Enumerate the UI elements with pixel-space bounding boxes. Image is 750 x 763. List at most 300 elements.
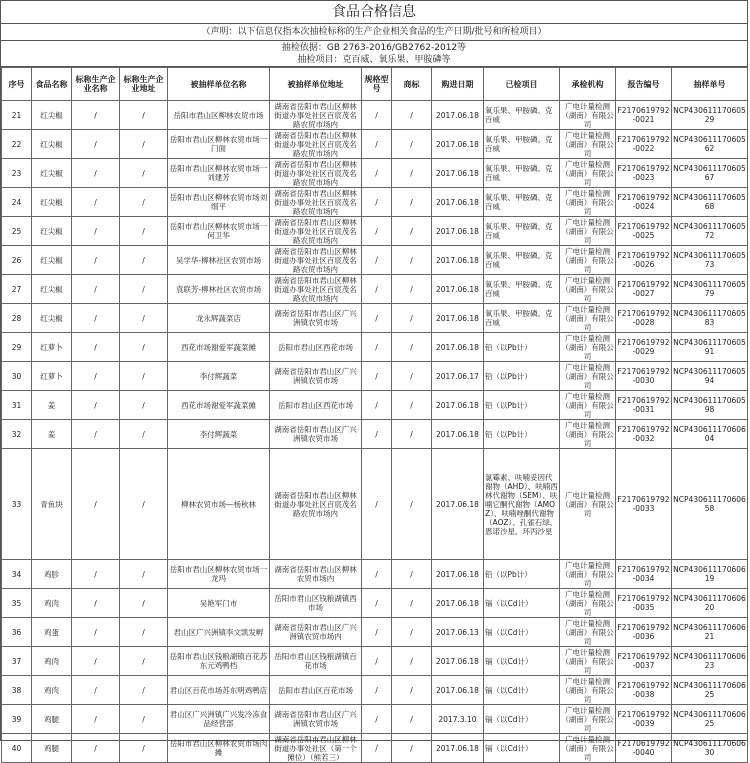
cell-sample: NCP43061117060623 (672, 647, 748, 676)
cell-addr: / (120, 391, 168, 420)
cell-sample: NCP43061117060572 (672, 217, 748, 246)
column-header: 购进日期 (432, 68, 484, 101)
cell-sample: NCP43061117060562 (672, 130, 748, 159)
cell-date: 2017.06.18 (432, 159, 484, 188)
table-row (2, 705, 748, 734)
cell-items: 铅（以Pb计） (484, 362, 560, 391)
cell-items: 镉（以Cd计） (484, 647, 560, 676)
cell-addr: / (120, 130, 168, 159)
cell-date: 2017.06.18 (432, 589, 484, 618)
cell-date: 2017.06.18 (432, 188, 484, 217)
cell-mfr: / (72, 676, 120, 705)
cell-items: 氧乐果、甲胺磷、克百威 (484, 304, 560, 333)
cell-spec: / (362, 130, 392, 159)
cell-no: 39 (2, 705, 32, 734)
column-header: 标称生产企业地址 (120, 68, 168, 101)
cell-lab: 广电计量检测（湖南）有限公司 (561, 560, 614, 588)
cell-addr: / (120, 333, 168, 362)
table-row (2, 589, 748, 618)
cell-spec: / (362, 705, 392, 734)
cell-addr: / (120, 676, 168, 705)
cell-brand: / (392, 362, 432, 391)
cell-brand: / (392, 705, 432, 734)
cell-spec: / (362, 333, 392, 362)
cell-items: 铅（以Pb计） (484, 391, 560, 420)
table-row (2, 130, 748, 159)
cell-no: 24 (2, 188, 32, 217)
cell-unit: 柳林农贸市场—杨秋林 (168, 449, 270, 560)
cell-no: 21 (2, 101, 32, 130)
header-row (2, 68, 748, 101)
cell-food: 鸡胗 (32, 560, 72, 589)
cell-food: 红萝卜 (32, 362, 72, 391)
cell-no: 35 (2, 589, 32, 618)
cell-mfr: / (72, 217, 120, 246)
cell-items: 铅（以Pb计） (484, 333, 560, 362)
cell-food: 红尖椒 (32, 101, 72, 130)
cell-brand: / (392, 130, 432, 159)
cell-addr: / (120, 589, 168, 618)
cell-spec: / (362, 246, 392, 275)
cell-unit-addr: 湖南省岳阳市君山区柳林街道办事处社区（第一个摊位）（熊若三） (270, 734, 362, 763)
cell-no: 36 (2, 618, 32, 647)
cell-report: F2170619792-0032 (616, 420, 672, 449)
cell-items: 氧乐果、甲胺磷、克百威 (484, 130, 560, 159)
cell-mfr: / (72, 101, 120, 130)
cell-lab: 广电计量检测（湖南）有限公司 (561, 618, 614, 646)
cell-food: 红萝卜 (32, 333, 72, 362)
cell-addr: / (120, 362, 168, 391)
declaration-note: （声明：以下信息仅指本次抽检标称的生产企业相关食品的生产日期/批号和所检项目） (1, 24, 747, 41)
cell-no: 22 (2, 130, 32, 159)
table-row (2, 618, 748, 647)
cell-no: 34 (2, 560, 32, 589)
cell-unit: 岳阳市君山区柳林农贸市场一龙玛 (168, 560, 270, 589)
cell-brand: / (392, 188, 432, 217)
cell-addr: / (120, 705, 168, 734)
table-row (2, 188, 748, 217)
cell-unit: 岳阳市君山区柳林农贸市场 (168, 101, 270, 130)
cell-brand: / (392, 304, 432, 333)
cell-unit: 龙永辉蔬菜店 (168, 304, 270, 333)
table-row (2, 449, 748, 560)
table-row (2, 304, 748, 333)
cell-spec: / (362, 560, 392, 589)
cell-food: 红尖椒 (32, 246, 72, 275)
cell-addr: / (120, 618, 168, 647)
cell-report: F2170619792-0025 (616, 217, 672, 246)
cell-spec: / (362, 217, 392, 246)
cell-sample: NCP43061117060573 (672, 246, 748, 275)
cell-no: 31 (2, 391, 32, 420)
cell-unit: 岳阳市君山区柳林农贸市场肉摊 (168, 734, 270, 763)
cell-sample: NCP43061117060567 (672, 159, 748, 188)
cell-unit: 君山区广兴洲镇李文凯发孵 (168, 618, 270, 647)
cell-unit: 岳阳市君山区柳林农贸市场一刘建芳 (168, 159, 270, 188)
cell-sample: NCP43061117060529 (672, 101, 748, 130)
cell-items: 氯霉素、呋喃妥因代谢物（AHD）、呋喃西林代谢物（SEM）、呋喃它酮代谢物（AMOZ）、呋喃唑酮代谢物（AOZ）、孔雀石绿、恩诺沙星、环丙沙星 (484, 449, 560, 560)
table-row (2, 391, 748, 420)
basis-items: 抽检项目：克百威、氧乐果、甲胺磷等 (297, 55, 451, 65)
table-row (2, 217, 748, 246)
cell-spec: / (362, 420, 392, 449)
cell-report: F2170619792-0024 (616, 188, 672, 217)
cell-date: 2017.06.13 (432, 618, 484, 647)
table-row (2, 734, 748, 763)
cell-date: 2017.06.18 (432, 420, 484, 449)
cell-report: F2170619792-0036 (616, 618, 672, 647)
cell-sample: NCP43061117060630 (672, 734, 748, 763)
cell-sample: NCP43061117060579 (672, 275, 748, 304)
cell-addr: / (120, 560, 168, 589)
cell-report: F2170619792-0034 (616, 560, 672, 589)
cell-mfr: / (72, 618, 120, 647)
cell-report: F2170619792-0022 (616, 130, 672, 159)
cell-brand: / (392, 101, 432, 130)
inspection-basis (1, 41, 747, 67)
cell-sample: NCP43061117060620 (672, 589, 748, 618)
cell-mfr: / (72, 159, 120, 188)
cell-date: 2017.06.18 (432, 734, 484, 763)
cell-food: 鸡蛋 (32, 618, 72, 647)
cell-items: 铅（以Pb计） (484, 420, 560, 449)
cell-items: 氧乐果、甲胺磷、克百威 (484, 246, 560, 275)
cell-addr: / (120, 449, 168, 560)
cell-report: F2170619792-0026 (616, 246, 672, 275)
cell-unit-addr: 岳阳市君山区西花市场 (270, 333, 362, 362)
column-header: 被抽样单位名称 (168, 68, 270, 101)
cell-unit: 西花市场谢爱军蔬菜摊 (168, 391, 270, 420)
cell-food: 红尖椒 (32, 275, 72, 304)
cell-no: 29 (2, 333, 32, 362)
cell-unit-addr: 岳阳市君山区西花市场 (270, 391, 362, 420)
cell-no: 25 (2, 217, 32, 246)
cell-unit-addr: 岳阳市君山区百花市场 (270, 676, 362, 705)
cell-items: 氧乐果、甲胺磷、克百威 (484, 101, 560, 130)
cell-mfr: / (72, 705, 120, 734)
cell-no: 32 (2, 420, 32, 449)
cell-report: F2170619792-0029 (616, 333, 672, 362)
cell-unit-addr: 湖南省岳阳市君山区柳林农贸市场内 (270, 560, 362, 589)
cell-date: 2017.3.10 (432, 705, 484, 734)
cell-report: F2170619792-0035 (616, 589, 672, 618)
cell-date: 2017.06.18 (432, 246, 484, 275)
cell-lab: 广电计量检测（湖南）有限公司 (561, 362, 614, 390)
cell-spec: / (362, 589, 392, 618)
cell-lab: 广电计量检测（湖南）有限公司 (561, 705, 614, 733)
cell-unit: 君山区百花市场苏东明鸡鸭店 (168, 676, 270, 705)
cell-report: F2170619792-0039 (616, 705, 672, 734)
cell-items: 镉（以Cd计） (484, 676, 560, 705)
cell-addr: / (120, 188, 168, 217)
cell-brand: / (392, 618, 432, 647)
cell-unit: 袁联芳-柳林社区农贸市场 (168, 275, 270, 304)
cell-lab: 广电计量检测（湖南）有限公司 (561, 130, 614, 158)
cell-lab: 广电计量检测（湖南）有限公司 (561, 246, 614, 274)
cell-date: 2017.06.18 (432, 333, 484, 362)
cell-sample: NCP43061117060568 (672, 188, 748, 217)
cell-addr: / (120, 304, 168, 333)
cell-spec: / (362, 304, 392, 333)
cell-food: 鸡腿 (32, 705, 72, 734)
cell-unit-addr: 湖南省岳阳市君山区广兴洲镇农贸市场 (270, 362, 362, 391)
cell-sample: NCP43061117060625 (672, 705, 748, 734)
cell-unit-addr: 湖南省岳阳市君山区广兴洲镇农贸市场内 (270, 618, 362, 647)
cell-sample: NCP43061117060594 (672, 362, 748, 391)
cell-food: 红尖椒 (32, 130, 72, 159)
cell-report: F2170619792-0021 (616, 101, 672, 130)
cell-brand: / (392, 560, 432, 589)
cell-no: 33 (2, 449, 32, 560)
cell-addr: / (120, 647, 168, 676)
cell-date: 2017.06.18 (432, 217, 484, 246)
column-header: 食品名称 (32, 68, 72, 101)
cell-report: F2170619792-0033 (616, 449, 672, 560)
cell-items: 镉（以Cd计） (484, 618, 560, 647)
cell-report: F2170619792-0038 (616, 676, 672, 705)
cell-addr: / (120, 101, 168, 130)
cell-mfr: / (72, 449, 120, 560)
column-header: 商标 (392, 68, 432, 101)
cell-items: 氧乐果、甲胺磷、克百威 (484, 188, 560, 217)
cell-unit-addr: 岳阳市君山区钱粮湖镇百花市场 (270, 647, 362, 676)
cell-spec: / (362, 676, 392, 705)
cell-spec: / (362, 159, 392, 188)
cell-lab: 广电计量检测（湖南）有限公司 (560, 449, 616, 560)
cell-brand: / (392, 217, 432, 246)
cell-brand: / (392, 420, 432, 449)
cell-mfr: / (72, 275, 120, 304)
cell-no: 30 (2, 362, 32, 391)
cell-brand: / (392, 333, 432, 362)
cell-date: 2017.06.17 (432, 362, 484, 391)
cell-unit-addr: 湖南省岳阳市君山区柳林街道办事处社区百宸茂名路农贸市场内 (270, 246, 362, 275)
cell-date: 2017.06.18 (432, 647, 484, 676)
cell-no: 26 (2, 246, 32, 275)
cell-no: 23 (2, 159, 32, 188)
cell-unit-addr: 湖南省岳阳市君山区柳林街道办事处社区百宸茂名路农贸市场内 (270, 188, 362, 217)
cell-spec: / (362, 188, 392, 217)
cell-items: 氧乐果、甲胺磷、克百威 (484, 217, 560, 246)
table-row (2, 362, 748, 391)
cell-items: 氧乐果、甲胺磷、克百威 (484, 275, 560, 304)
cell-lab: 广电计量检测（湖南）有限公司 (561, 304, 614, 332)
cell-date: 2017.06.18 (432, 560, 484, 589)
cell-sample: NCP43061117060604 (672, 420, 748, 449)
cell-no: 27 (2, 275, 32, 304)
cell-lab: 广电计量检测（湖南）有限公司 (561, 159, 614, 187)
cell-no: 40 (2, 734, 32, 763)
column-header: 规格型号 (362, 68, 392, 101)
cell-items: 氧乐果、甲胺磷、克百威 (484, 159, 560, 188)
cell-food: 鸡肉 (32, 647, 72, 676)
cell-report: F2170619792-0037 (616, 647, 672, 676)
table-row (2, 560, 748, 589)
cell-sample: NCP43061117060583 (672, 304, 748, 333)
cell-mfr: / (72, 560, 120, 589)
column-header: 被抽样单位地址 (270, 68, 362, 101)
cell-lab: 广电计量检测（湖南）有限公司 (561, 188, 614, 216)
cell-mfr: / (72, 420, 120, 449)
cell-mfr: / (72, 362, 120, 391)
cell-spec: / (362, 449, 392, 560)
cell-date: 2017.06.18 (432, 449, 484, 560)
cell-unit: 岳阳市君山区钱粮湖镇百花苏东元鸡鸭档 (168, 647, 270, 676)
cell-report: F2170619792-0027 (616, 275, 672, 304)
cell-items: 镉（以Cd计） (484, 734, 560, 763)
cell-report: F2170619792-0028 (616, 304, 672, 333)
cell-unit-addr: 湖南省岳阳市君山区广兴洲镇农贸市场 (270, 420, 362, 449)
cell-food: 鸡腿 (32, 734, 72, 763)
cell-unit: 吴艳军门市 (168, 589, 270, 618)
cell-date: 2017.06.18 (432, 101, 484, 130)
cell-unit: 李付辉蔬菜 (168, 420, 270, 449)
cell-food: 姜 (32, 420, 72, 449)
cell-sample: NCP43061117060658 (672, 449, 748, 560)
basis-standard: 抽检依据：GB 2763-2016/GB2762-2012等 (281, 43, 467, 53)
cell-lab: 广电计量检测（湖南）有限公司 (561, 647, 614, 675)
cell-lab: 广电计量检测（湖南）有限公司 (561, 589, 614, 617)
cell-spec: / (362, 362, 392, 391)
cell-unit-addr: 湖南省岳阳市君山区柳林街道办事处社区百宸茂名路农贸市场内 (270, 217, 362, 246)
table-row (2, 101, 748, 130)
cell-food: 鸡肉 (32, 676, 72, 705)
cell-sample: NCP43061117060591 (672, 333, 748, 362)
results-table (1, 67, 748, 763)
cell-brand: / (392, 246, 432, 275)
cell-addr: / (120, 275, 168, 304)
cell-addr: / (120, 420, 168, 449)
cell-spec: / (362, 391, 392, 420)
cell-brand: / (392, 734, 432, 763)
table-row (2, 159, 748, 188)
cell-brand: / (392, 647, 432, 676)
table-row (2, 676, 748, 705)
cell-items: 镉（以Cd计） (484, 589, 560, 618)
cell-unit-addr: 湖南省岳阳市君山区柳林街道办事处社区百宸茂名路农贸市场内 (270, 275, 362, 304)
cell-lab: 广电计量检测（湖南）有限公司 (561, 391, 614, 419)
cell-mfr: / (72, 589, 120, 618)
cell-lab: 广电计量检测（湖南）有限公司 (561, 676, 614, 704)
cell-mfr: / (72, 647, 120, 676)
cell-addr: / (120, 159, 168, 188)
cell-mfr: / (72, 391, 120, 420)
cell-brand: / (392, 676, 432, 705)
cell-lab: 广电计量检测（湖南）有限公司 (561, 734, 614, 762)
cell-sample: NCP43061117060621 (672, 618, 748, 647)
cell-date: 2017.06.18 (432, 391, 484, 420)
cell-spec: / (362, 618, 392, 647)
cell-brand: / (392, 391, 432, 420)
cell-addr: / (120, 734, 168, 763)
cell-items: 铅（以Pb计） (484, 560, 560, 589)
cell-report: F2170619792-0040 (616, 734, 672, 763)
cell-mfr: / (72, 333, 120, 362)
cell-no: 28 (2, 304, 32, 333)
cell-unit-addr: 岳阳市君山区钱粮湖镇西市场 (270, 589, 362, 618)
cell-unit-addr: 湖南省岳阳市君山区广兴洲镇农贸市场 (270, 304, 362, 333)
cell-date: 2017.06.18 (432, 676, 484, 705)
cell-mfr: / (72, 130, 120, 159)
cell-date: 2017.06.18 (432, 304, 484, 333)
cell-unit-addr: 湖南省岳阳市君山区柳林街道办事处社区百宸茂名路农贸市场内 (270, 159, 362, 188)
cell-spec: / (362, 647, 392, 676)
cell-food: 红尖椒 (32, 188, 72, 217)
table-row (2, 333, 748, 362)
cell-brand: / (392, 275, 432, 304)
table-row (2, 246, 748, 275)
cell-lab: 广电计量检测（湖南）有限公司 (561, 217, 614, 245)
cell-food: 红尖椒 (32, 304, 72, 333)
cell-food: 红尖椒 (32, 217, 72, 246)
cell-unit-addr: 湖南省岳阳市君山区柳林街道办事处社区百宸茂名路农贸市场内 (270, 449, 362, 560)
cell-food: 鸡肉 (32, 589, 72, 618)
cell-spec: / (362, 275, 392, 304)
cell-food: 红尖椒 (32, 159, 72, 188)
column-header: 标称生产企业名称 (72, 68, 120, 101)
table-row (2, 275, 748, 304)
cell-mfr: / (72, 734, 120, 763)
column-header: 序号 (2, 68, 32, 101)
cell-brand: / (392, 159, 432, 188)
column-header: 抽样单号 (672, 68, 748, 101)
cell-addr: / (120, 246, 168, 275)
cell-brand: / (392, 589, 432, 618)
cell-spec: / (362, 734, 392, 763)
cell-report: F2170619792-0023 (616, 159, 672, 188)
table-row (2, 647, 748, 676)
table-row (2, 420, 748, 449)
cell-date: 2017.06.18 (432, 275, 484, 304)
cell-date: 2017.06.18 (432, 130, 484, 159)
cell-mfr: / (72, 246, 120, 275)
cell-sample: NCP43061117060625 (672, 676, 748, 705)
cell-unit: 君山区广兴洲镇广兴发冷冻食品经营部 (168, 705, 270, 734)
cell-spec: / (362, 101, 392, 130)
cell-unit-addr: 湖南省岳阳市君山区柳林街道办事处社区百宸茂名路农贸市场内 (270, 101, 362, 130)
cell-unit: 岳阳市君山区柳林农贸市场一门面 (168, 130, 270, 159)
cell-food: 青鱼块 (32, 449, 72, 560)
cell-unit-addr: 湖南省岳阳市君山区柳林街道办事处社区百宸茂名路农贸市场内 (270, 130, 362, 159)
cell-unit: 西花市场谢爱军蔬菜摊 (168, 333, 270, 362)
cell-unit: 李付辉蔬菜 (168, 362, 270, 391)
cell-lab: 广电计量检测（湖南）有限公司 (561, 333, 614, 361)
cell-unit-addr: 湖南省岳阳市君山区广兴洲镇农贸市场 (270, 705, 362, 734)
cell-lab: 广电计量检测（湖南）有限公司 (561, 101, 614, 129)
cell-no: 37 (2, 647, 32, 676)
cell-lab: 广电计量检测（湖南）有限公司 (561, 420, 614, 448)
cell-items: 镉（以Cd计） (484, 705, 560, 734)
cell-mfr: / (72, 304, 120, 333)
column-header: 已检项目 (484, 68, 560, 101)
cell-unit: 岳阳市君山区柳林农贸市场刘细平 (168, 188, 270, 217)
column-header: 报告编号 (616, 68, 672, 101)
table-body (2, 101, 748, 763)
column-header: 承检机构 (560, 68, 616, 101)
cell-sample: NCP43061117060619 (672, 560, 748, 589)
cell-brand: / (392, 449, 432, 560)
cell-mfr: / (72, 188, 120, 217)
cell-unit: 岳阳市君山区柳林农贸市场一何卫华 (168, 217, 270, 246)
cell-lab: 广电计量检测（湖南）有限公司 (561, 275, 614, 303)
cell-sample: NCP43061117060598 (672, 391, 748, 420)
page-title: 食品合格信息 (1, 1, 747, 24)
cell-addr: / (120, 217, 168, 246)
cell-food: 姜 (32, 391, 72, 420)
cell-report: F2170619792-0030 (616, 362, 672, 391)
cell-report: F2170619792-0031 (616, 391, 672, 420)
cell-no: 38 (2, 676, 32, 705)
